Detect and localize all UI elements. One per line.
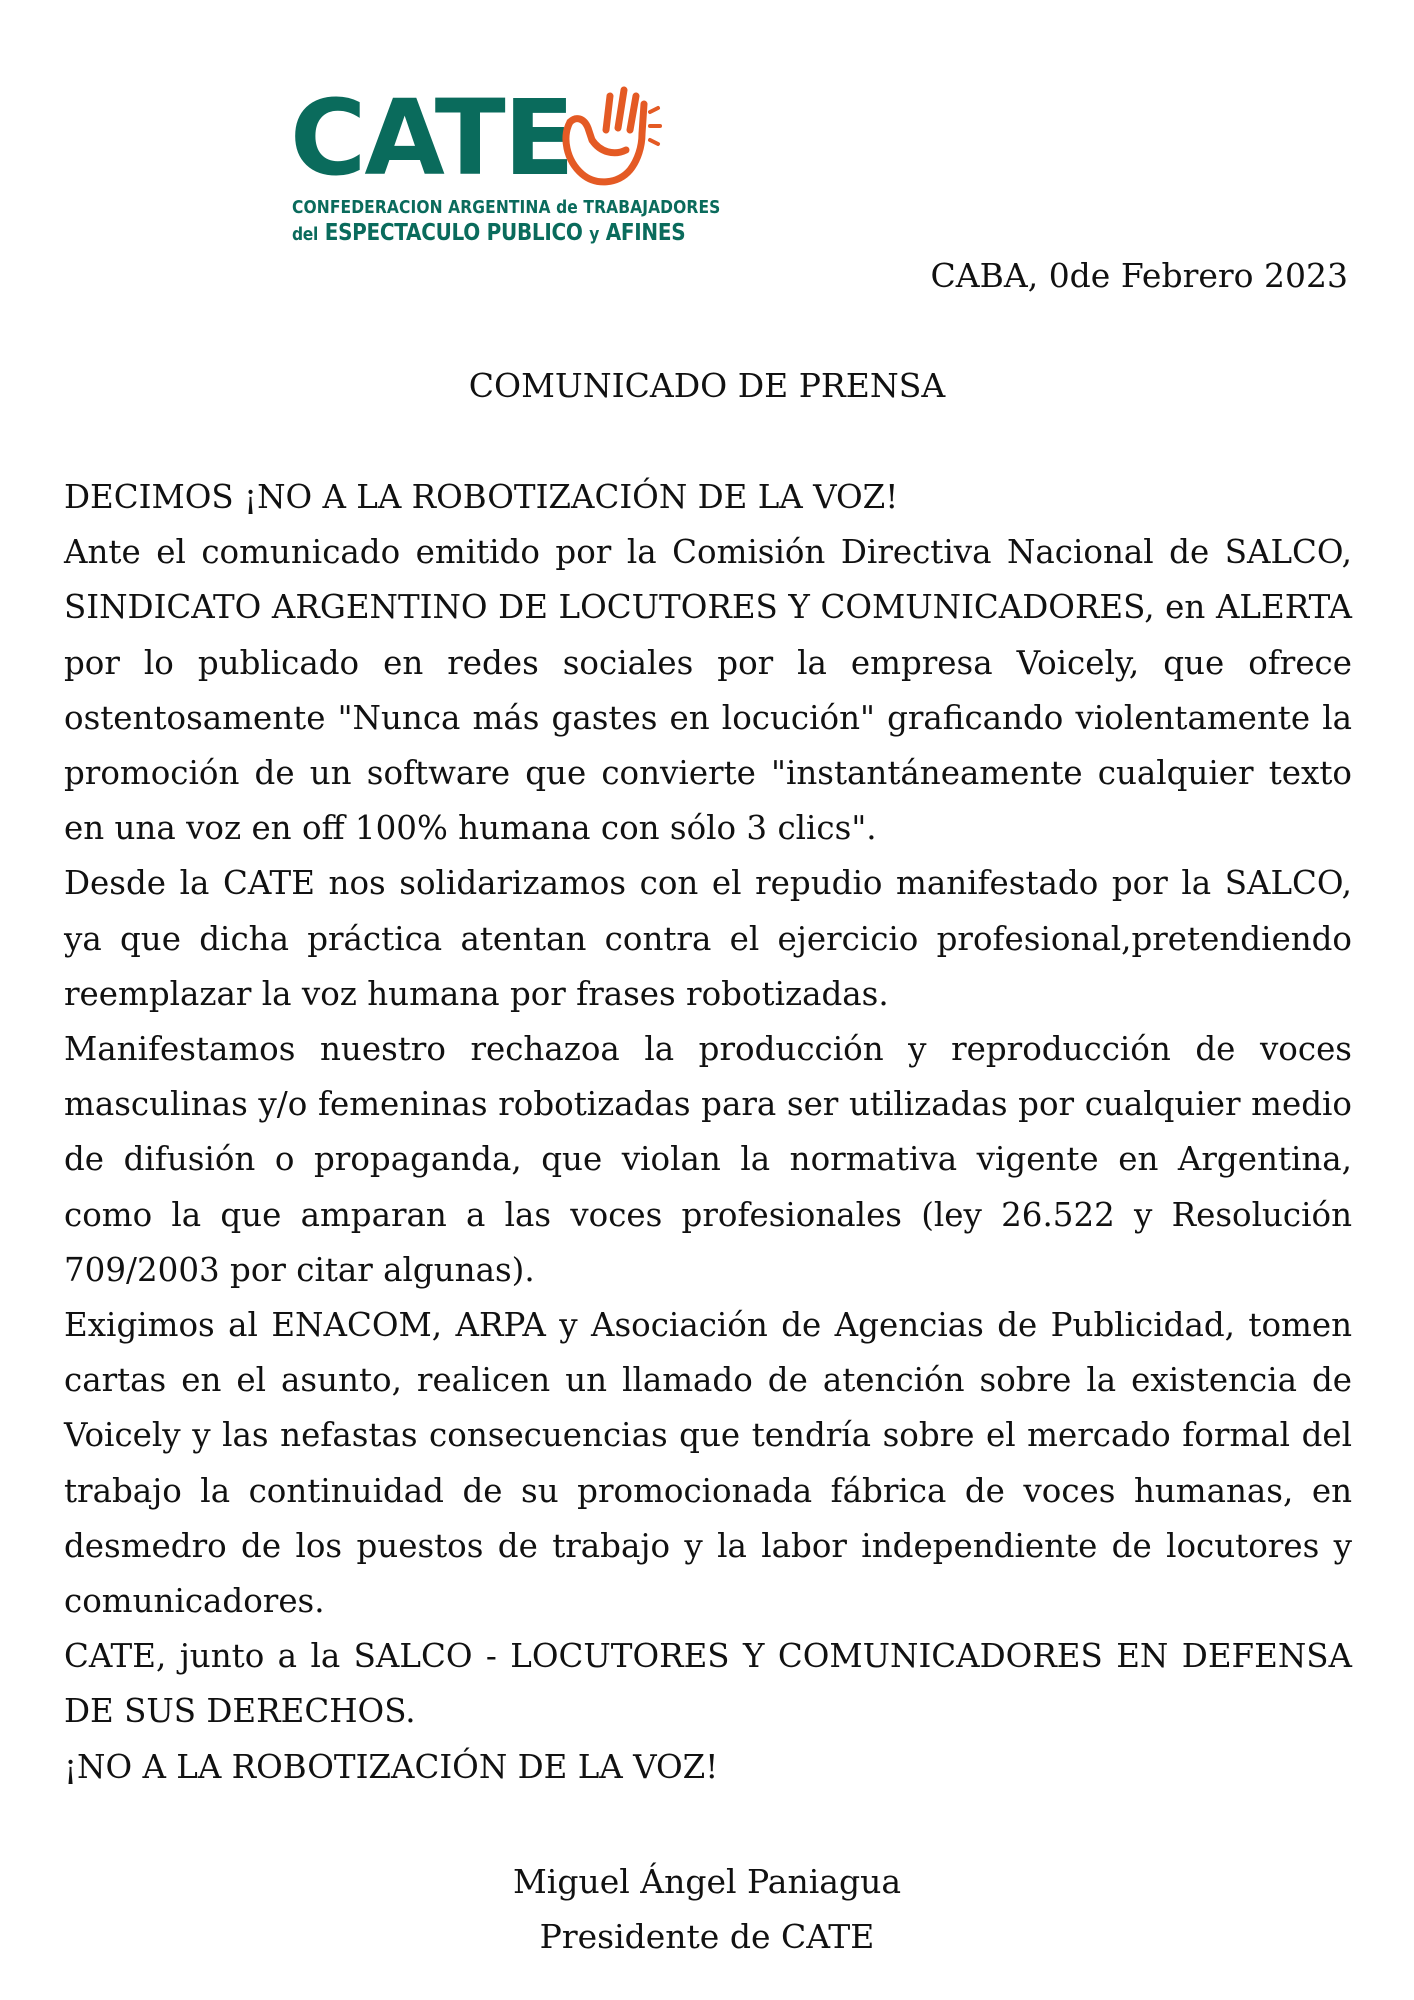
document-body	[64, 470, 1352, 1795]
document-heading: COMUNICADO DE PRENSA	[468, 366, 946, 405]
cate-logo	[290, 77, 721, 252]
logo-line2-end: AFINES	[605, 218, 686, 246]
clapping-hands-icon	[552, 82, 662, 186]
signature-role: Presidente de CATE	[539, 1917, 875, 1956]
body-paragraph-3: Manifestamos nuestro rechazoa la producción y reproducción de voces masculinas y/o femeninas robotizadas para ser utilizadas por cualquier medio de difusión o propaganda, que violan la normativa vigente en Argentina, como la que amparan a las voces profesionales (ley 26.522 y Resolución 709/2003 por citar algunas).	[64, 1030, 1352, 1289]
document-date: CABA, 0de Febrero 2023	[930, 256, 1348, 295]
body-title: DECIMOS ¡NO A LA ROBOTIZACIÓN DE LA VOZ!	[64, 478, 899, 516]
body-closing: ¡NO A LA ROBOTIZACIÓN DE LA VOZ!	[64, 1747, 719, 1786]
logo-wordmark: CATE	[290, 77, 573, 199]
body-paragraph-2: Desde la CATE nos solidarizamos con el repudio manifestado por la SALCO, ya que dicha práctica atentan contra el ejercicio profesional,pretendiendo reemplazar la voz humana por frases robotizadas.	[64, 864, 1352, 1013]
body-paragraph-5: CATE, junto a la SALCO - LOCUTORES Y COMUNICADORES EN DEFENSA DE SUS DERECHOS.	[64, 1637, 1352, 1731]
signature-block	[0, 1854, 1414, 1964]
logo-line2-y: y	[589, 223, 600, 245]
logo-subtitle-line1: CONFEDERACION ARGENTINA de TRABAJADORES	[292, 197, 721, 218]
logo-subtitle-line2	[292, 218, 685, 246]
body-paragraph-4: Exigimos al ENACOM, ARPA y Asociación de Agencias de Publicidad, tomen cartas en el asunto, realicen un llamado de atención sobre la existencia de Voicely y las nefastas consecuencias que tendría sobre el mercado formal del trabajo la continuidad de su promocionada fábrica de voces humanas, en desmedro de los puestos de trabajo y la labor independiente de locutores y comunicadores.	[64, 1306, 1352, 1621]
logo-line2-prefix: del	[292, 223, 319, 245]
body-paragraph-1: Ante el comunicado emitido por la Comisión Directiva Nacional de SALCO, SINDICATO ARGENTINO DE LOCUTORES Y COMUNICADORES, en ALERTA por lo publicado en redes sociales por la empresa Voicely, que ofrece ostentosamente "Nunca más gastes en locución" graficando violentamente la promoción de un software que convierte "instantáneamente cualquier texto en una voz en off 100% humana con sólo 3 clics".	[64, 533, 1352, 848]
logo-line2-main: ESPECTACULO PUBLICO	[324, 218, 583, 246]
signature-name: Miguel Ángel Paniagua	[512, 1862, 901, 1901]
